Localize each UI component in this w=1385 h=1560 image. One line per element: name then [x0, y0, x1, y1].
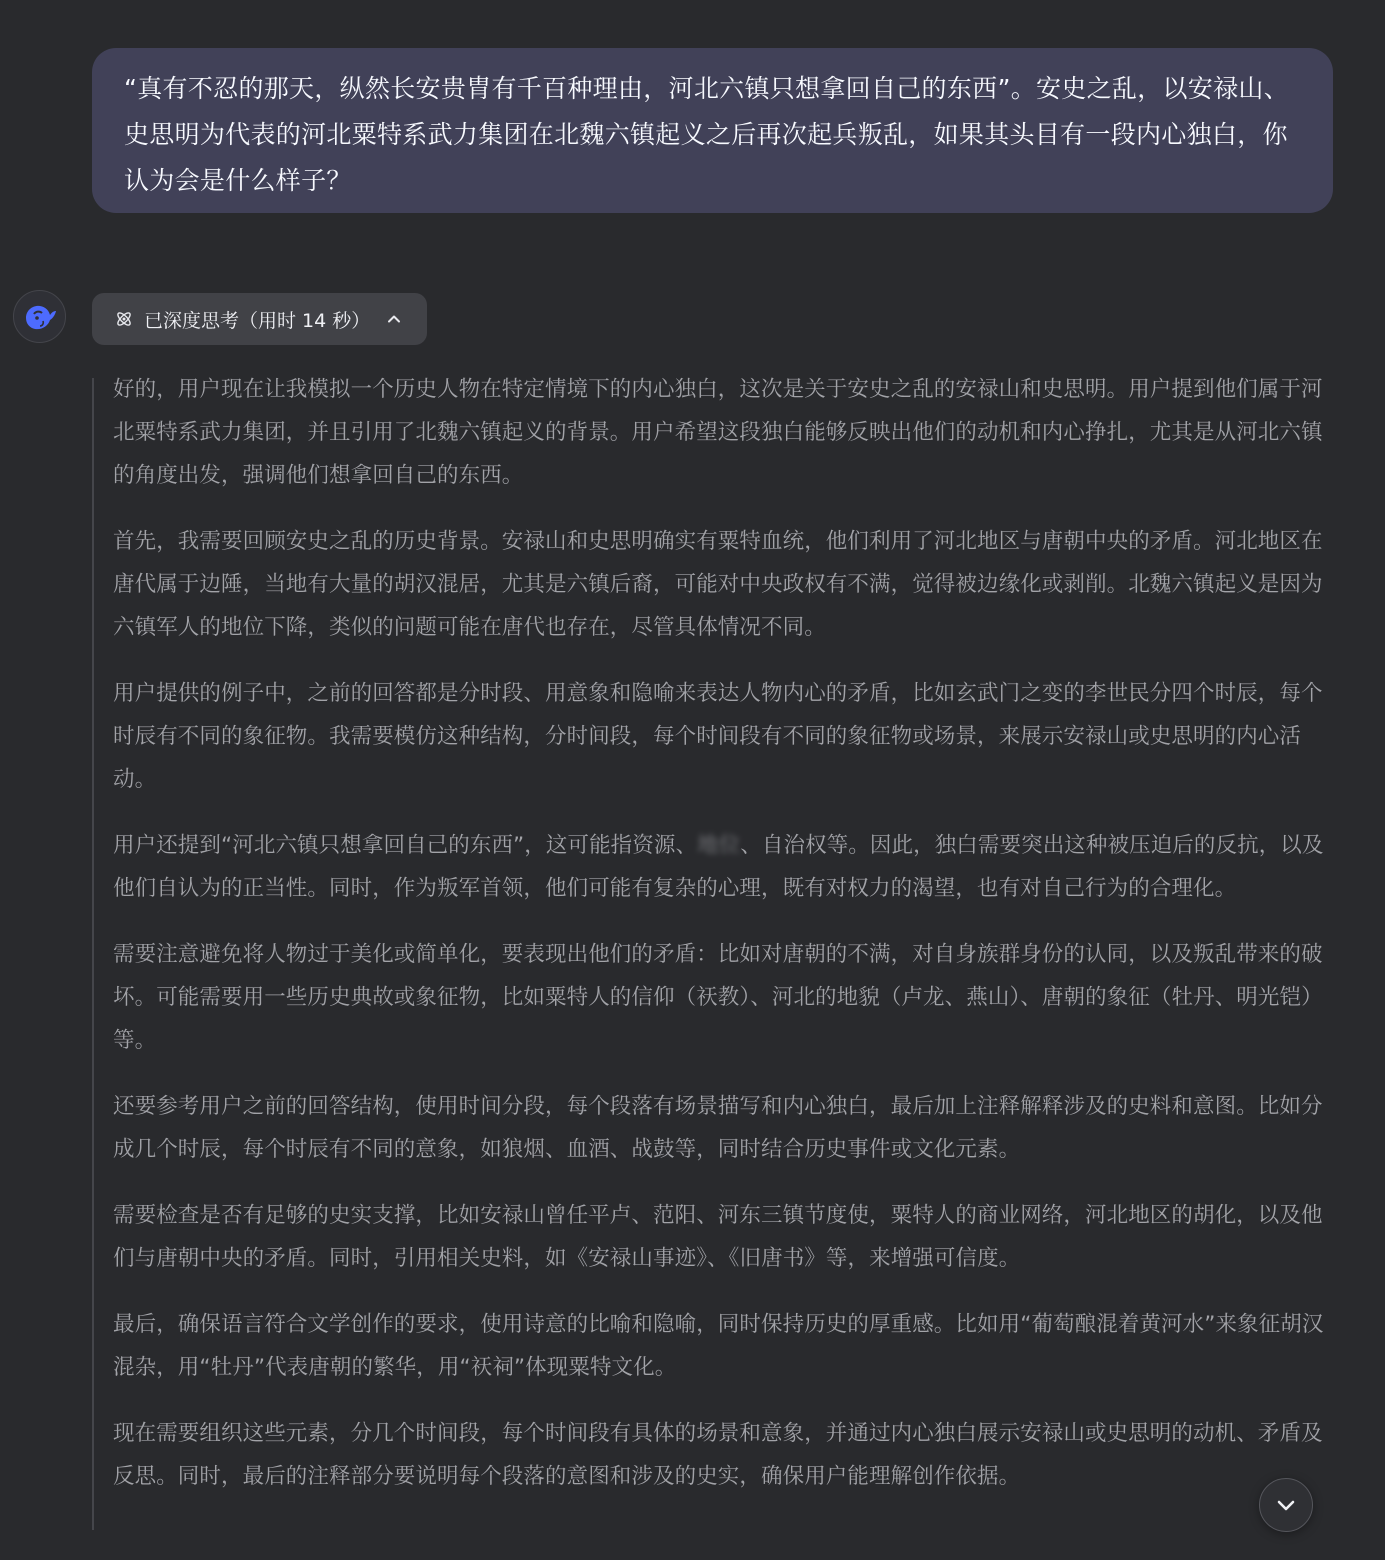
user-message-bubble: “真有不忍的那天，纵然长安贵胄有千百种理由，河北六镇只想拿回自己的东西”。安史之乱，以安禄山、史思明为代表的河北粟特系武力集团在北魏六镇起义之后再次起兵叛乱，如果其头目有一段内心独白，你认为会是什么样子？ [92, 48, 1333, 213]
thought-paragraph: 用户提供的例子中，之前的回答都是分时段、用意象和隐喻来表达人物内心的矛盾，比如玄武门之变的李世民分四个时辰，每个时辰有不同的象征物。我需要模仿这种结构，分时间段，每个时间段有不同的象征物或场景，来展示安禄山或史思明的内心活动。 [113, 681, 1323, 792]
thought-text-segment: 用户还提到“河北六镇只想拿回自己的东西”，这可能指资源、 [113, 833, 698, 858]
chevron-up-icon [385, 310, 403, 328]
thought-paragraph: 还要参考用户之前的回答结构，使用时间分段，每个段落有场景描写和内心独白，最后加上注释解释涉及的史料和意图。比如分成几个时辰，每个时辰有不同的意象，如狼烟、血酒、战鼓等，同时结合历史事件或文化元素。 [113, 1094, 1323, 1162]
thought-paragraph: 现在需要组织这些元素，分几个时间段，每个时间段有具体的场景和意象，并通过内心独白展示安禄山或史思明的动机、矛盾及反思。同时，最后的注释部分要说明每个段落的意图和涉及的史实，确保用户能理解创作依据。 [113, 1421, 1323, 1489]
assistant-avatar [13, 290, 66, 343]
thought-paragraph: 需要注意避免将人物过于美化或简单化，要表现出他们的矛盾：比如对唐朝的不满，对自身族群身份的认同，以及叛乱带来的破坏。可能需要用一些历史典故或象征物，比如粟特人的信仰（祆教）、河北的地貌（卢龙、燕山）、唐朝的象征（牡丹、明光铠）等。 [113, 942, 1323, 1053]
thought-paragraph: 最后，确保语言符合文学创作的要求，使用诗意的比喻和隐喻，同时保持历史的厚重感。比如用“葡萄酿混着黄河水”来象征胡汉混杂，用“牡丹”代表唐朝的繁华，用“祆祠”体现粟特文化。 [113, 1312, 1324, 1380]
thought-paragraph: 首先，我需要回顾安史之乱的历史背景。安禄山和史思明确实有粟特血统，他们利用了河北地区与唐朝中央的矛盾。河北地区在唐代属于边陲，当地有大量的胡汉混居，尤其是六镇后裔，可能对中央政权有不满，觉得被边缘化或剥削。北魏六镇起义是因为六镇军人的地位下降，类似的问题可能在唐代也存在，尽管具体情况不同。 [113, 529, 1323, 640]
thought-text-segment: 、自治权等。因此，独白需要突出这种被压迫后的反抗，以及他们自认为的正当性。同时，作为叛军首领，他们可能有复杂的心理，既有对权力的渴望，也有对自己行为的合理化。 [113, 833, 1324, 901]
thought-content [113, 368, 1343, 1521]
chevron-down-icon [1273, 1492, 1299, 1518]
thought-paragraph: 需要检查是否有足够的史实支撑，比如安禄山曾任平卢、范阳、河东三镇节度使，粟特人的商业网络，河北地区的胡化，以及他们与唐朝中央的矛盾。同时，引用相关史料，如《安禄山事迹》、《旧唐书》等，来增强可信度。 [113, 1203, 1323, 1271]
deep-think-toggle[interactable] [92, 293, 427, 345]
deep-think-label: 已深度思考（用时 14 秒） [144, 309, 371, 332]
atom-icon [114, 309, 134, 329]
thought-divider [92, 378, 94, 1530]
thought-paragraph: 好的，用户现在让我模拟一个历史人物在特定情境下的内心独白，这次是关于安史之乱的安禄山和史思明。用户提到他们属于河北粟特系武力集团，并且引用了北魏六镇起义的背景。用户希望这段独白能够反映出他们的动机和内心挣扎，尤其是从河北六镇的角度出发，强调他们想拿回自己的东西。 [113, 377, 1323, 488]
scroll-to-bottom-button[interactable] [1259, 1478, 1313, 1532]
deepseek-whale-icon [22, 299, 58, 335]
thought-paragraph [113, 824, 1343, 910]
blurred-word: 地位 [697, 833, 741, 858]
